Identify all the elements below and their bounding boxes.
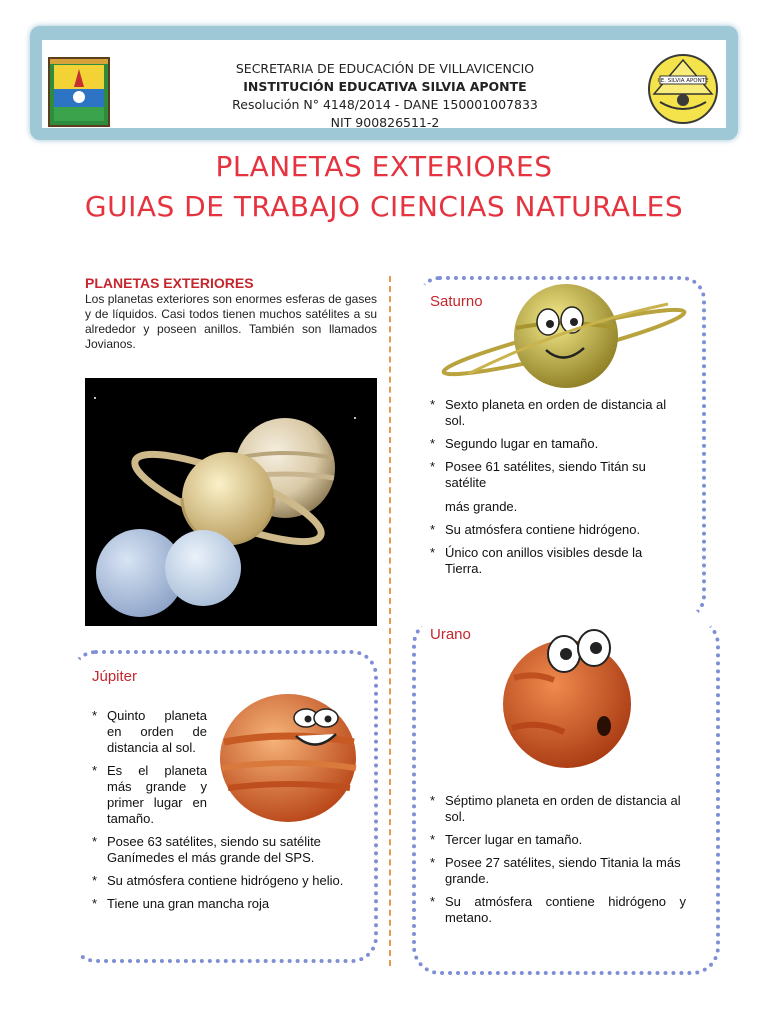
urano-fact: * Séptimo planeta en orden de distancia al sol. [430,793,681,824]
saturno-facts [430,397,680,584]
header-line-nit: NIT 900826511-2 [330,115,440,130]
header-line-institucion: INSTITUCIÓN EDUCATIVA SILVIA APONTE [243,79,527,94]
page-title: PLANETAS EXTERIORES [215,150,553,183]
page-subtitle: GUIAS DE TRABAJO CIENCIAS NATURALES [84,190,684,223]
jupiter-fact: * Quinto planeta en orden de distancia al sol. [92,708,207,755]
urano-fact: * Tercer lugar en tamaño. [430,832,583,847]
jupiter-facts [92,708,362,919]
saturn-planet-illustration [438,282,690,394]
jupiter-fact: * Posee 63 satélites, siendo su satélite Ganímedes el más grande del SPS. [92,834,321,865]
urano-title: Urano [430,626,471,643]
city-crest-logo [48,57,110,127]
header-line-resolucion: Resolución N° 4148/2014 - DANE 150001007833 [232,97,538,112]
jupiter-title: Júpiter [92,668,138,685]
emblem-text: I.E. SILVIA APONTE [657,78,709,84]
jupiter-fact: * Tiene una gran mancha roja [92,896,270,911]
saturno-fact-continued: más grande. [445,499,518,514]
saturno-fact: * Sexto planeta en orden de distancia al sol. [430,397,667,428]
saturno-fact: * Único con anillos visibles desde la Tierra. [430,545,643,576]
urano-fact: * Su atmósfera contiene hidrógeno y metano. [430,894,686,925]
school-emblem-logo [646,52,720,126]
jupiter-fact: * Su atmósfera contiene hidrógeno y helio. [92,873,344,888]
outer-planets-photo [85,378,377,626]
saturno-title: Saturno [430,293,483,310]
header-line-secretaria: SECRETARIA DE EDUCACIÓN DE VILLAVICENCIO [235,61,535,76]
saturno-fact: * Posee 61 satélites, siendo Titán su satélite [430,459,646,490]
column-divider [389,276,391,966]
urano-facts [430,793,686,933]
jupiter-fact: * Es el planeta más grande y primer lugar en tamaño. [92,763,207,826]
intro-text: Los planetas exteriores son enormes esferas de gases y de líquidos. Casi todos tienen muchos satélites a su alrededor y poseen anillos. También son llamados Jovianos. [85,292,377,351]
saturno-fact: * Segundo lugar en tamaño. [430,436,599,451]
header-text [200,60,570,132]
uranus-planet-illustration [494,628,640,770]
saturno-fact: * Su atmósfera contiene hidrógeno. [430,522,641,537]
intro-heading: PLANETAS EXTERIORES [85,275,254,291]
urano-fact: * Posee 27 satélites, siendo Titania la más grande. [430,855,681,886]
